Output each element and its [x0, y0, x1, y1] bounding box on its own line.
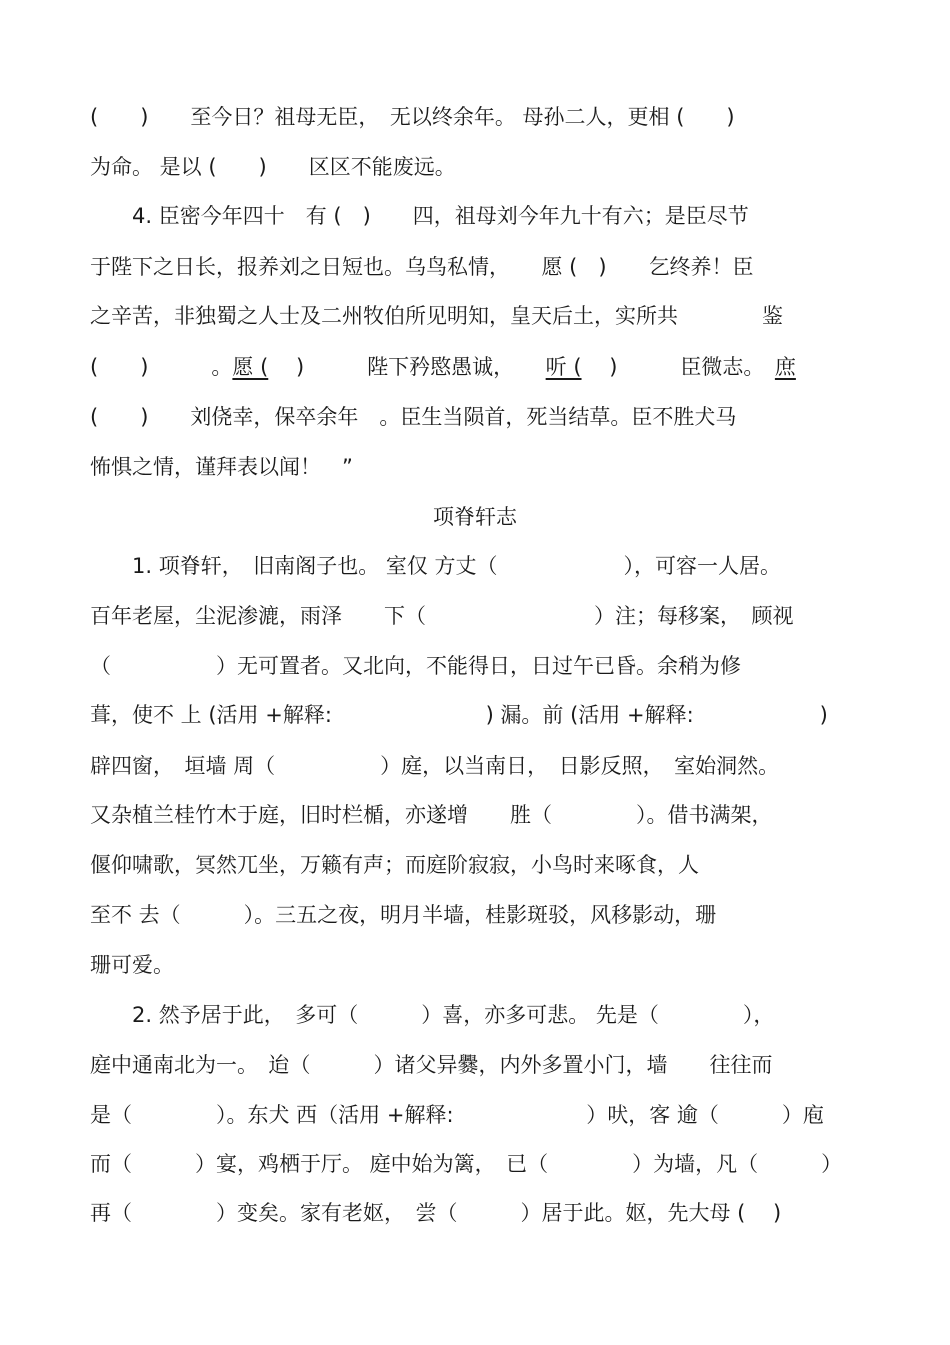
text-line: 为命。 是以 ( ) 区区不能废远。: [90, 155, 456, 179]
section-title: 项脊轩志: [433, 505, 517, 529]
text-line: ( ) 刘侥幸，保卒余年 。臣生当陨首，死当结草。臣不胜犬马: [90, 405, 737, 429]
text-line: 庭中通南北为一。 迨（ ）诸父异爨，内外多置小门，墙 往往而: [90, 1053, 773, 1077]
text-line: 珊可爱。: [90, 953, 174, 977]
text-line: 辟四窗， 垣墙 周（ ）庭，以当南日， 日影反照， 室始洞然。: [90, 754, 780, 778]
text-line: 再（ ）变矣。家有老妪， 尝（ ）居于此。妪，先大母 ( ): [90, 1201, 782, 1225]
text-segment: ) 臣微志。: [581, 355, 775, 379]
text-line: 于陛下之日长，报养刘之日短也。乌鸟私情， 愿 ( ) 乞终养！臣: [90, 255, 754, 279]
text-line: 偃仰啸歌，冥然兀坐，万籁有声；而庭阶寂寂，小鸟时来啄食，人: [90, 853, 699, 877]
text-line: 2. 然予居于此， 多可（ ）喜，亦多可悲。 先是（ ），: [90, 1003, 775, 1027]
text-line: ( ) 至今日？祖母无臣， 无以终余年。 母孙二人，更相 ( ): [90, 105, 735, 129]
text-line: 1. 项脊轩， 旧南阁子也。 室仅 方丈（ ），可容一人居。: [90, 554, 782, 578]
text-line: 百年老屋，尘泥渗漉，雨泽 下（ ）注；每移案， 顾视: [90, 604, 794, 628]
text-line: 4. 臣密今年四十 有 ( ) 四，祖母刘今年九十有六；是臣尽节: [90, 204, 749, 228]
text-line: 至不 去（ ）。三五之夜，明月半墙，桂影斑驳，风移影动，珊: [90, 903, 717, 927]
text-line: 而（ ）宴，鸡栖于厅。 庭中始为篱， 已（ ）为墙，凡（ ）: [90, 1152, 843, 1176]
underlined-term: 庶: [774, 355, 796, 379]
text-line: 是（ ）。东犬 西（活用 +解释: ）吠，客 逾（ ）庖: [90, 1103, 824, 1127]
text-line: 葺，使不 上 (活用 +解释: ) 漏。前 (活用 +解释: ): [90, 703, 828, 727]
text-segment: ( ) 。: [90, 355, 233, 379]
text-segment: ) 陛下矜愍愚诚，: [268, 355, 546, 379]
underlined-term: 愿 (: [232, 355, 269, 379]
text-line: [90, 352, 796, 382]
text-line: 又杂植兰桂竹木于庭，旧时栏楯，亦遂增 胜（ ）。借书满架，: [90, 803, 773, 827]
text-line: 之辛苦，非独蜀之人士及二州牧伯所见明知，皇天后土，实所共 鉴: [90, 304, 783, 328]
underlined-term: 听 (: [545, 355, 582, 379]
text-line: 怖惧之情，谨拜表以闻！ ”: [90, 455, 353, 479]
text-line: （ ）无可置者。又北向，不能得日，日过午已昏。余稍为修: [90, 654, 741, 678]
